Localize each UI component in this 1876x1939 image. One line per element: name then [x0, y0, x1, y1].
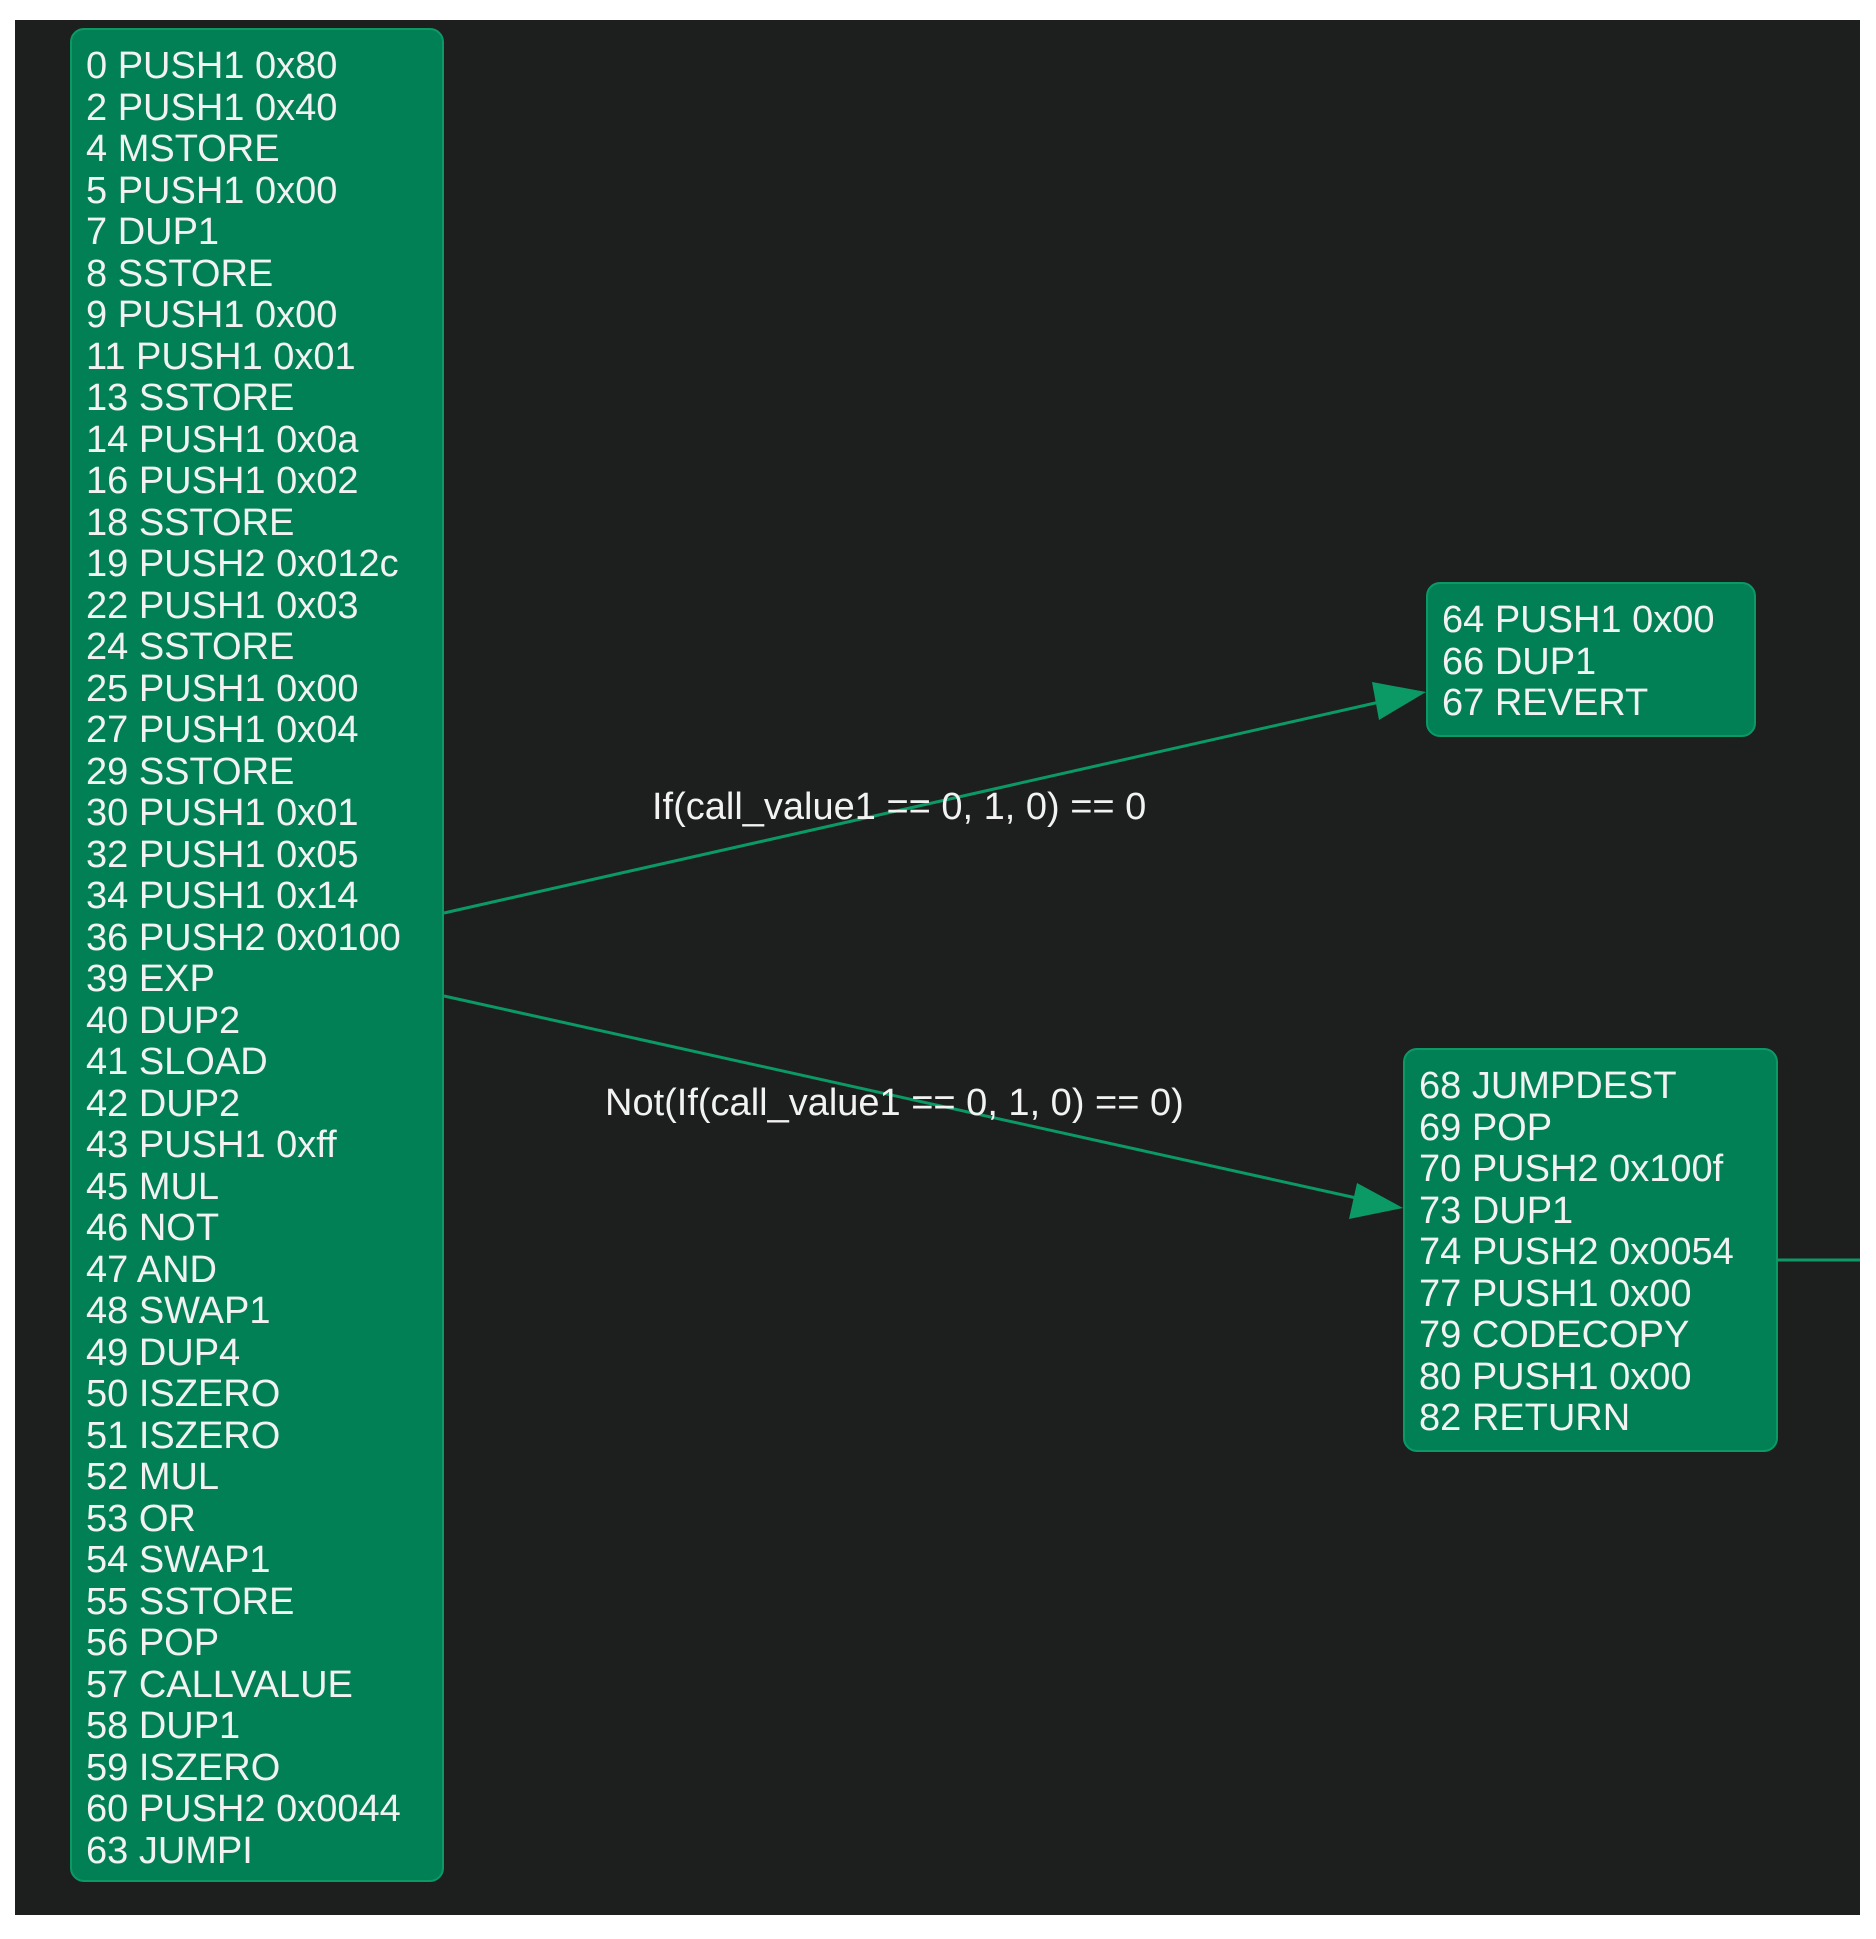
instruction-line: 46 NOT	[86, 1207, 220, 1249]
instruction-line: 64 PUSH1 0x00	[1442, 599, 1715, 641]
instruction-line: 70 PUSH2 0x100f	[1419, 1148, 1724, 1190]
instruction-line: 55 SSTORE	[86, 1580, 295, 1623]
instruction-line: 57 CALLVALUE	[86, 1663, 353, 1706]
cfg-canvas	[15, 20, 1860, 1915]
instruction-line: 19 PUSH2 0x012c	[86, 543, 399, 585]
instruction-line: 14 PUSH1 0x0a	[86, 418, 359, 461]
arrowhead-icon	[1372, 682, 1426, 720]
instruction-line: 27 PUSH1 0x04	[86, 709, 359, 751]
instruction-line: 40 DUP2	[86, 999, 241, 1042]
instruction-line: 47 AND	[86, 1248, 217, 1291]
instruction-line: 34 PUSH1 0x14	[86, 875, 359, 917]
instruction-line: 51 ISZERO	[86, 1414, 281, 1457]
instruction-line: 82 RETURN	[1419, 1397, 1631, 1439]
instruction-line: 9 PUSH1 0x00	[86, 294, 338, 336]
instruction-line: 66 DUP1	[1442, 640, 1597, 683]
instruction-line: 18 SSTORE	[86, 501, 295, 544]
instruction-line: 52 MUL	[86, 1456, 220, 1498]
instruction-line: 77 PUSH1 0x00	[1419, 1272, 1692, 1315]
instruction-line: 67 REVERT	[1442, 682, 1649, 724]
instruction-line: 74 PUSH2 0x0054	[1419, 1231, 1734, 1273]
instruction-line: 45 MUL	[86, 1165, 220, 1208]
edge-label-block-68: Not(If(call_value1 == 0, 1, 0) == 0)	[605, 1082, 1184, 1124]
instruction-line: 2 PUSH1 0x40	[86, 86, 338, 129]
instruction-line: 4 MSTORE	[86, 128, 280, 170]
instruction-line: 7 DUP1	[86, 211, 220, 253]
instruction-line: 5 PUSH1 0x00	[86, 169, 338, 212]
instruction-line: 8 SSTORE	[86, 252, 274, 295]
instruction-line: 32 PUSH1 0x05	[86, 833, 359, 876]
instruction-line: 68 JUMPDEST	[1419, 1065, 1677, 1107]
instruction-line: 0 PUSH1 0x80	[86, 45, 338, 87]
edge-label-block-64: If(call_value1 == 0, 1, 0) == 0	[652, 786, 1147, 828]
instruction-line: 25 PUSH1 0x00	[86, 667, 359, 710]
instruction-line: 41 SLOAD	[86, 1041, 268, 1083]
instruction-line: 11 PUSH1 0x01	[86, 335, 356, 378]
instruction-line: 16 PUSH1 0x02	[86, 460, 359, 502]
instruction-line: 24 SSTORE	[86, 626, 295, 668]
instruction-line: 80 PUSH1 0x00	[1419, 1355, 1692, 1398]
instruction-line: 73 DUP1	[1419, 1189, 1574, 1232]
instruction-line: 30 PUSH1 0x01	[86, 792, 359, 834]
instruction-line: 42 DUP2	[86, 1082, 241, 1125]
instruction-line: 50 ISZERO	[86, 1373, 281, 1415]
instruction-line: 58 DUP1	[86, 1705, 241, 1747]
instruction-line: 60 PUSH2 0x0044	[86, 1788, 401, 1830]
instruction-line: 63 JUMPI	[86, 1829, 253, 1872]
instruction-line: 56 POP	[86, 1622, 220, 1664]
instruction-line: 29 SSTORE	[86, 750, 295, 793]
instruction-line: 36 PUSH2 0x0100	[86, 916, 401, 959]
arrowhead-icon	[1349, 1183, 1403, 1219]
instruction-line: 79 CODECOPY	[1419, 1314, 1690, 1356]
basic-block-64[interactable]	[1426, 582, 1756, 737]
basic-block-0[interactable]	[70, 28, 444, 1882]
instruction-line: 54 SWAP1	[86, 1539, 271, 1581]
instruction-line: 59 ISZERO	[86, 1746, 281, 1789]
instruction-line: 39 EXP	[86, 958, 215, 1000]
instruction-line: 48 SWAP1	[86, 1290, 271, 1332]
instruction-line: 43 PUSH1 0xff	[86, 1124, 337, 1166]
instruction-line: 53 OR	[86, 1497, 196, 1540]
instruction-line: 22 PUSH1 0x03	[86, 584, 359, 627]
basic-block-68[interactable]	[1403, 1048, 1778, 1452]
instruction-line: 13 SSTORE	[86, 377, 295, 419]
instruction-line: 49 DUP4	[86, 1331, 241, 1374]
instruction-line: 69 POP	[1419, 1106, 1553, 1149]
